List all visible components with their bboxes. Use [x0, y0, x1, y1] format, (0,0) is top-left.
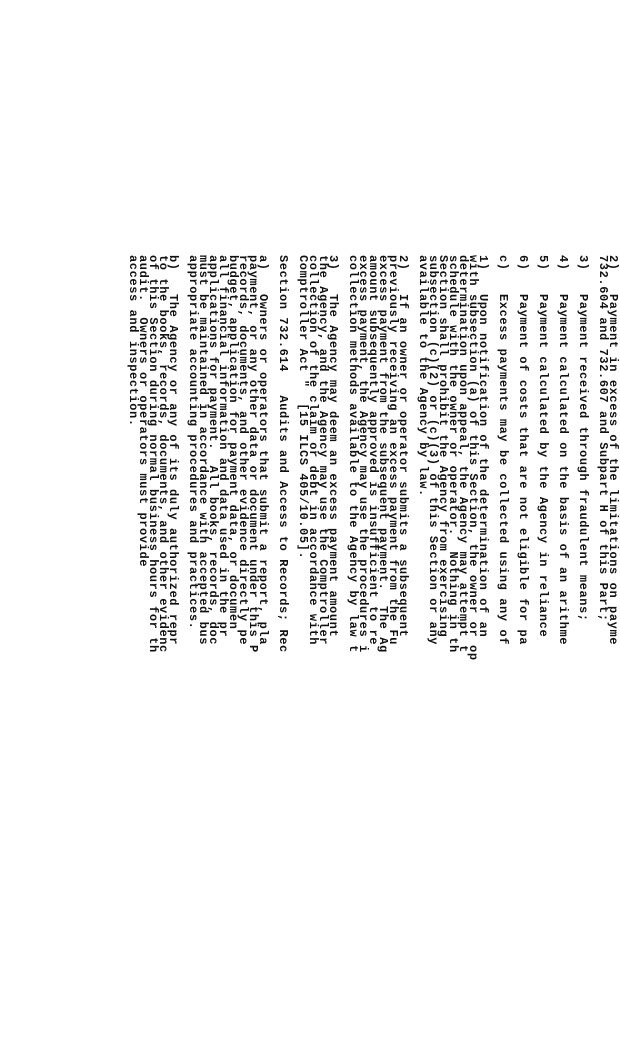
document-line: with subsection (a) of this Section, the owner or op — [466, 255, 480, 661]
document-line: previously receiving an excess payment from the Fu — [386, 255, 400, 646]
document-line: subsection (c)(2) or (c)(3) of this Section or any — [426, 255, 440, 646]
document-line: c) Excess payments may be collected using any of — [496, 255, 510, 646]
rotated-document-text — [128, 255, 618, 1055]
document-line: 4) Payment calculated on the basis of an arithme — [556, 255, 570, 646]
document-line: determination upon appeal, the Agency may attempt t — [456, 255, 470, 653]
document-line: 732.604 and 732.607 and Subpart H of this Part; — [596, 255, 610, 622]
document-line: excess payment from the subsequent payment. The Ag — [376, 255, 390, 653]
document-line: applications for payment. All books, records, doc — [206, 255, 220, 646]
document-line: payment, or any other data or document under this P — [246, 255, 260, 653]
document-line: collection methods available to the Agency by law t — [346, 255, 360, 653]
document-line: 3) The Agency may deem an excess payment amount — [326, 255, 340, 638]
document-line: a) Owners or operators that submit a report, pla — [256, 255, 270, 646]
document-line: must be maintained in accordance with accepted bus — [196, 255, 210, 646]
document-line: all financial information and data used in the pr — [216, 255, 230, 638]
document-line: collection of the claim or debt in accordance with — [306, 255, 320, 646]
document-line: 6) Payment of costs that are not eligible for pa — [516, 255, 530, 646]
document-line: audit. Owners or operators must provide — [136, 255, 150, 568]
document-line: to the books, records, documents, and other evidenc — [156, 255, 170, 653]
document-line: excess payment, the Agency may use the procedures i — [356, 255, 370, 653]
document-line: 3) Payment received through fraudulent means; — [576, 255, 590, 622]
document-line: 1) Upon notification of the determination of an — [476, 255, 490, 638]
document-line: 2) Payment in excess of the limitations on payme — [606, 255, 620, 646]
document-line: Section shall prohibit the Agency from exercising — [436, 255, 450, 638]
document-line: b) The Agency or any of its duly authorized repr — [166, 255, 180, 646]
document-line: 5) Payment calculated by the Agency in reliance — [536, 255, 550, 638]
document-line: records, documents, and other evidence directly pe — [236, 255, 250, 646]
document-line: appropriate accounting procedures and practices. — [186, 255, 200, 630]
document-line: of this Section during normal business hours for th — [146, 255, 160, 653]
document-line: Section 732.614 Audits and Access to Records; Rec — [276, 255, 290, 653]
document-line: amount subsequently approved is insufficient to re — [366, 255, 380, 646]
document-line: access and inspection. — [126, 255, 140, 427]
document-line: 2) If an owner or operator submits a subsequent — [396, 255, 410, 638]
document-line: the Agency, and the Agency may use the Comptroller — [316, 255, 330, 646]
document-line: schedule with the owner or operator. Nothing in th — [446, 255, 460, 653]
document-line: Comptroller Act " [15 ILCS 405/10.05]. — [296, 255, 310, 560]
document-line: available to the Agency by law. — [416, 255, 430, 497]
document-line: budget, application for payment data, or documen — [226, 255, 240, 630]
